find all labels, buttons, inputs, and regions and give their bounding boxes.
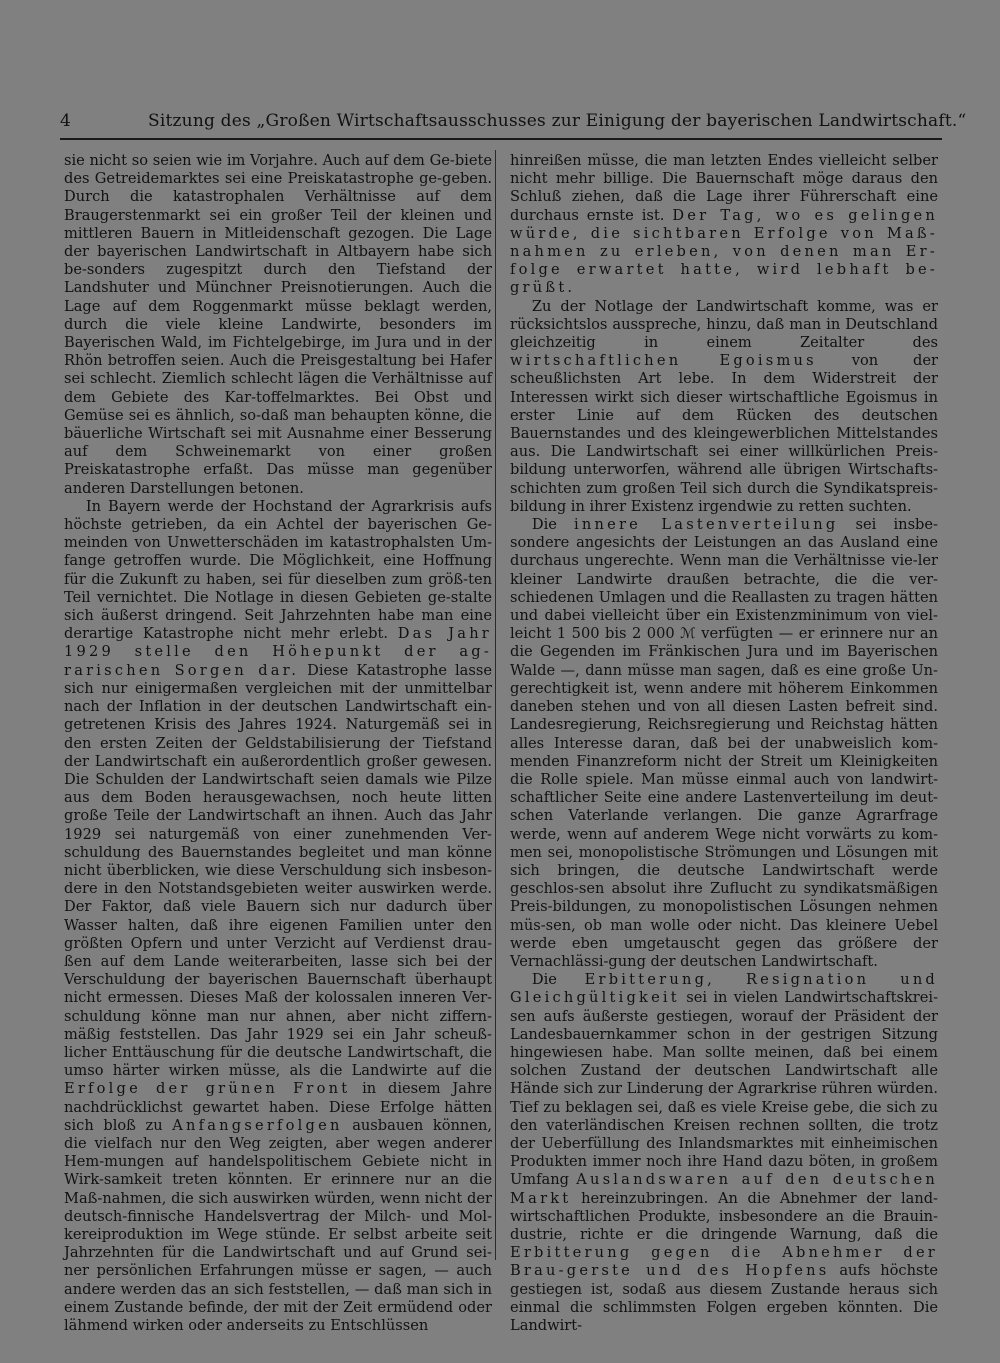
paragraph [510, 152, 938, 298]
paragraph [64, 498, 492, 1335]
paragraph [510, 516, 938, 971]
text-run: aufs höchste gestiegen ist, sodaß aus diesem Zustande heraus sich einmal die schlimmsten Folgen ergeben könnten. Die Landwirt- [510, 1262, 938, 1334]
right-column [510, 152, 938, 1335]
text-run: in diesem Jahre nachdrücklichst gewartet haben. Diese Erfolge hätten sich bloß zu [64, 1080, 492, 1134]
header-rule [60, 138, 942, 140]
left-column [64, 152, 492, 1335]
spaced-emphasis: Das Jahr 1929 stelle den Höhepunkt der ag-rarischen Sorgen dar. [64, 625, 492, 679]
text-run: hinreißen müsse, die man letzten Endes vielleicht selber nicht mehr billige. Die Bauernschaft möge daraus den Schluß ziehen, daß die Lage ihrer Führerschaft eine durchaus ernste ist. [510, 152, 938, 224]
running-title: Sitzung des „Großen Wirtschaftsausschusses zur Einigung der bayerischen Landwirtschaft.“ [148, 111, 967, 131]
running-header [60, 108, 967, 134]
text-run: sei in vielen Landwirtschaftskrei-sen aufs äußerste gestiegen, worauf der Präsident der Landesbauernkammer schon in der gestrigen Sitzung hingewiesen habe. Man sollte meinen, daß bei einem solchen Zustand der deutschen Landwirtschaft alle Hände sich zur Linderung der Agrarkrise rühren würden. Tief zu beklagen sei, daß es viele Kreise gebe, die sich zu den vaterländischen Kreisen rechnen sollten, die trotz der Ueberfüllung des Inlandsmarktes mit einheimischen Produkten immer noch ihre Hand dazu böten, in großem Umfang [510, 989, 938, 1189]
text-run: Zu der Notlage der Landwirtschaft komme, was er rücksichtslos ausspreche, hinzu, daß man in Deutschland gleichzeitig in einem Zeitalter des [510, 297, 938, 352]
paragraph [64, 152, 492, 498]
paragraph [510, 971, 938, 1335]
page-number: 4 [60, 111, 71, 131]
paragraph [510, 298, 938, 516]
text-run: Die [531, 971, 585, 989]
spaced-emphasis: Auslandswaren auf den deutschen Markt [510, 1171, 938, 1207]
text-run: sie nicht so seien wie im Vorjahre. Auch auf dem Ge-biete des Getreidemarktes sei eine Preiskatastrophe ge-geben. Durch die katastrophalen Verhältnisse auf dem Braugerstenmarkt sei ein großer Teil der kleinen und mittleren Bauern in Mitleidenschaft gezogen. Die Lage der bayerischen Landwirtschaft in Altbayern habe sich be-sonders zugespitzt durch den Tiefstand der Landshuter und Münchner Preisnotierungen. Auch die Lage auf dem Roggenmarkt müsse beklagt werden, durch die viele kleine Landwirte, besonders im Bayerischen Wald, im Fichtelgebirge, im Jura und in der Rhön betroffen seien. Auch die Preisgestaltung bei Hafer sei schlecht. Ziemlich schlecht lägen die Verhältnisse auf dem Gebiete des Kar-toffelmarktes. Bei Obst und Gemüse sei es ähnlich, so-daß man behaupten könne, die bäuerliche Wirtschaft sei mit Ausnahme einer Besserung auf dem Schweinemarkt von einer großen Preiskatastrophe erfaßt. Das müsse man gegenüber anderen Darstellungen betonen. [64, 152, 492, 497]
text-run: Diese Katastrophe lasse sich nur einigermaßen vergleichen mit der unmittelbar nach der Inflation in der deutschen Landwirtschaft ein-getretenen Krisis des Jahres 1924. Naturgemäß sei in den ersten Zeiten der Geldstabilisierung der Tiefstand der Landwirtschaft ein außerordentlich großer gewesen. Die Schulden der Landwirtschaft seien damals wie Pilze aus dem Boden herausgewachsen, noch heute litten große Teile der Landwirtschaft an ihnen. Auch das Jahr 1929 sei naturgemäß von einer zunehmenden Ver-schuldung des Bauernstandes begleitet und man könne nicht überblicken, wie diese Verschuldung sich insbeson-dere in den Notstandsgebieten weiter auswirken werde. Der Faktor, daß viele Bauern sich nur dadurch über Wasser halten, daß ihre eigenen Familien unter den größten Opfern und unter Verzicht auf Verdienst drau-ßen auf dem Lande weiterarbeiten, lasse sich bei der Verschuldung der bayerischen Bauernschaft überhaupt nicht ermessen. Dieses Maß der kolossalen inneren Ver-schuldung könne man nur ahnen, aber nicht ziffern-mäßig feststellen. Das Jahr 1929 sei ein Jahr scheuß-licher Enttäuschung für die deutsche Landwirtschaft, die umso härter wirken müsse, als die Landwirte auf die [64, 661, 492, 1080]
spaced-emphasis: Der Tag, wo es gelingen würde, die sichtbaren Erfolge von Maß-nahmen zu erleben, von denen man Er-folge erwartet hatte, wird lebhaft be-grüßt. [510, 206, 938, 297]
text-run: In Bayern werde der Hochstand der Agrarkrisis aufs höchste getrieben, da ein Achtel der bayerischen Ge-meinden von Unwetterschäden im katastrophalsten Um-fange getroffen wurde. Die Möglichkeit, eine Hoffnung für die Zukunft zu haben, sei für dieselben zum größ-ten Teil vernichtet. Die Notlage in diesen Gebieten ge-stalte sich äußerst dringend. Seit Jahrzehnten habe man eine derartige Katastrophe nicht mehr erlebt. [64, 497, 492, 643]
text-run: Die [531, 516, 575, 534]
spaced-emphasis: wirtschaftlichen Egoismus [510, 352, 817, 370]
text-run: ausbauen können, die vielfach nur den Weg zeigten, aber wegen anderer Hem-mungen auf handelspolitischem Gebiete nicht in Wirk-samkeit treten könnten. Er erinnere nur an die Maß-nahmen, die sich auswirken würden, wenn nicht der deutsch-finnische Handelsvertrag der Milch- und Mol-kereiproduktion im Wege stünde. Er selbst arbeite seit Jahrzehnten für die Landwirtschaft und auf Grund sei-ner persönlichen Erfahrungen müsse er sagen, — auch andere werden das an sich feststellen, — daß man sich in einem Zustande befinde, der mit der Zeit ermüdend oder lähmend wirken oder anderseits zu Entschlüssen [64, 1116, 492, 1334]
spaced-emphasis: innere Lastenverteilung [574, 516, 839, 534]
column-divider [495, 150, 496, 1260]
spaced-emphasis: Anfangserfolgen [172, 1116, 343, 1134]
spaced-emphasis: Erbitterung, Resignation und Gleichgültigkeit [510, 971, 938, 1007]
text-run: hereinzubringen. An die Abnehmer der land-wirtschaftlichen Produkte, insbesondere an die Brauin-dustrie, richte er die dringende Warnung, daß die [510, 1189, 938, 1243]
text-run: von der scheußlichsten Art lebe. In dem Widerstreit der Interessen wirkt sich dieser wirtschaftliche Egoismus in erster Linie auf dem Rücken des deutschen Bauernstandes und des kleingewerblichen Mittelstandes aus. Die Landwirtschaft sei einer willkürlichen Preis-bildung unterworfen, während alle übrigen Wirtschafts-schichten zum großen Teil sich durch die Syndikatspreis-bildung in ihrer Existenz irgendwie zu retten suchten. [510, 352, 938, 515]
spaced-emphasis: Erbitterung gegen die Abnehmer der Brau-gerste und des Hopfens [510, 1244, 938, 1280]
spaced-emphasis: Erfolge der grünen Front [64, 1080, 351, 1098]
text-run: sei insbe-sondere angesichts der Leistungen an das Ausland eine durchaus ungerechte. Wenn man die Verhältnisse vie-ler kleiner Landwirte draußen betrachte, die die ver-schiedenen Umlagen und die Reallasten zu tragen hätten und dabei vielleicht über ein Existenzminimum von viel-leicht 1 500 bis 2 000 ℳ verfügten — er erinnere nur an die Gegenden im Fränkischen Jura und im Bayerischen Walde —, dann müsse man sagen, daß es eine große Un-gerechtigkeit ist, wenn andere mit höherem Einkommen daneben stehen und von all diesen Lasten befreit sind. Landesregierung, Reichsregierung und Reichstag hätten alles Interesse daran, daß bei der unabweislich kom-menden Finanzreform nicht der Streit um Kleinigkeiten die Rolle spiele. Man müsse einmal auch von landwirt-schaftlicher Seite eine andere Lastenverteilung im deut-schen Vaterlande verlangen. Die ganze Agrarfrage werde, wenn auf anderem Wege nicht vorwärts zu kom-men sei, monopolistische Strömungen und Lösungen mit sich bringen, die deutsche Landwirtschaft werde geschlos-sen absolut ihre Zuflucht zu syndikatsmäßigen Preis-bildungen, zu monopolistischen Lösungen nehmen müs-sen, ob man wolle oder nicht. Das kleinere Uebel werde eben umgetauscht gegen das größere der Vernachlässi-gung der deutschen Landwirtschaft. [510, 516, 938, 970]
